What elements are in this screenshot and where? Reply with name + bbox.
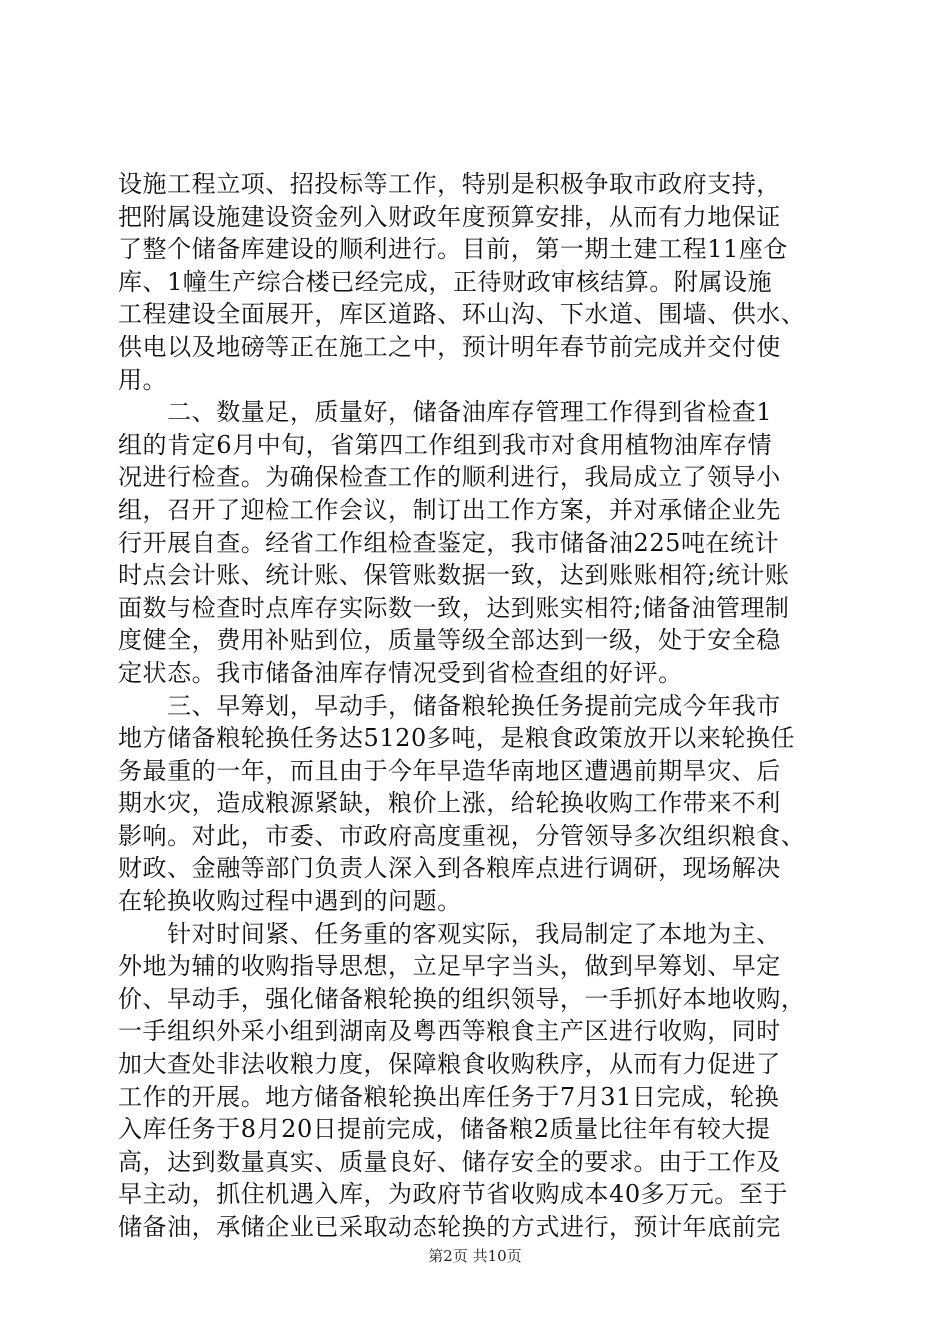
text-line: 组的肯定6月中旬，省第四工作组到我市对食用植物油库存情 xyxy=(118,430,773,459)
text-line: 高，达到数量真实、质量良好、储存安全的要求。由于工作及 xyxy=(118,1147,781,1176)
text-line: 地方储备粮轮换任务达5120多吨，是粮食政策放开以来轮换任 xyxy=(118,724,796,753)
text-line: 度健全，费用补贴到位，质量等级全部达到一级，处于安全稳 xyxy=(118,626,781,655)
text-line: 三、早筹划，早动手，储备粮轮换任务提前完成今年我市 xyxy=(118,691,781,720)
text-line: 设施工程立项、招投标等工作，特别是积极争取市政府支持， xyxy=(118,170,781,198)
text-line: 一手组织外采小组到湖南及粤西等粮食主产区进行收购，同时 xyxy=(118,1017,781,1046)
text-line: 用。 xyxy=(118,365,168,394)
text-line: 外地为辅的收购指导思想，立足早字当头，做到早筹划、早定 xyxy=(118,952,781,981)
text-line: 组，召开了迎检工作会议，制订出工作方案，并对承储企业先 xyxy=(118,495,781,524)
text-line: 时点会计账、统计账、保管账数据一致，达到账账相符;统计账 xyxy=(118,561,790,590)
text-line: 供电以及地磅等正在施工之中，预计明年春节前完成并交付使 xyxy=(118,332,781,361)
text-line: 了整个储备库建设的顺利进行。目前，第一期土建工程11座仓 xyxy=(118,235,788,264)
text-line: 库、1幢生产综合楼已经完成，正待财政审核结算。附属设施 xyxy=(118,267,773,296)
text-line: 影响。对此，市委、市政府高度重视，分管领导多次组织粮食、 xyxy=(118,821,806,850)
text-line: 储备油，承储企业已采取动态轮换的方式进行，预计年底前完 xyxy=(118,1213,781,1241)
text-line: 期水灾，造成粮源紧缺，粮价上涨，给轮换收购工作带来不利 xyxy=(118,789,781,818)
body-text xyxy=(118,168,834,1244)
text-line: 行开展自查。经省工作组检查鉴定，我市储备油225吨在统计 xyxy=(118,528,780,557)
text-line: 针对时间紧、任务重的客观实际，我局制定了本地为主、 xyxy=(118,919,781,948)
text-line: 在轮换收购过程中遇到的问题。 xyxy=(118,887,462,916)
text-line: 况进行检查。为确保检查工作的顺利进行，我局成立了领导小 xyxy=(118,463,781,492)
text-line: 面数与检查时点库存实际数一致，达到账实相符;储备油管理制 xyxy=(118,593,790,622)
text-line: 工作的开展。地方储备粮轮换出库任务于7月31日完成，轮换 xyxy=(118,1082,780,1111)
text-line: 早主动，抓住机遇入库，为政府节省收购成本40多万元。至于 xyxy=(118,1180,788,1209)
text-line: 价、早动手，强化储备粮轮换的组织领导，一手抓好本地收购， xyxy=(118,984,806,1013)
text-line: 工程建设全面展开，库区道路、环山沟、下水道、围墙、供水、 xyxy=(118,300,806,329)
text-line: 加大查处非法收粮力度，保障粮食收购秩序，从而有力促进了 xyxy=(118,1050,781,1079)
text-line: 把附属设施建设资金列入财政年度预算安排，从而有力地保证 xyxy=(118,202,781,231)
text-line: 财政、金融等部门负责人深入到各粮库点进行调研，现场解决 xyxy=(118,854,781,883)
text-line: 二、数量足，质量好，储备油库存管理工作得到省检查1 xyxy=(118,398,773,427)
text-line: 务最重的一年，而且由于今年早造华南地区遭遇前期旱灾、后 xyxy=(118,756,781,785)
text-line: 入库任务于8月20日提前完成，储备粮2质量比往年有较大提 xyxy=(118,1115,771,1144)
text-line: 定状态。我市储备油库存情况受到省检查组的好评。 xyxy=(118,658,683,687)
page-number-footer: 第2页 共10页 xyxy=(428,1247,522,1265)
